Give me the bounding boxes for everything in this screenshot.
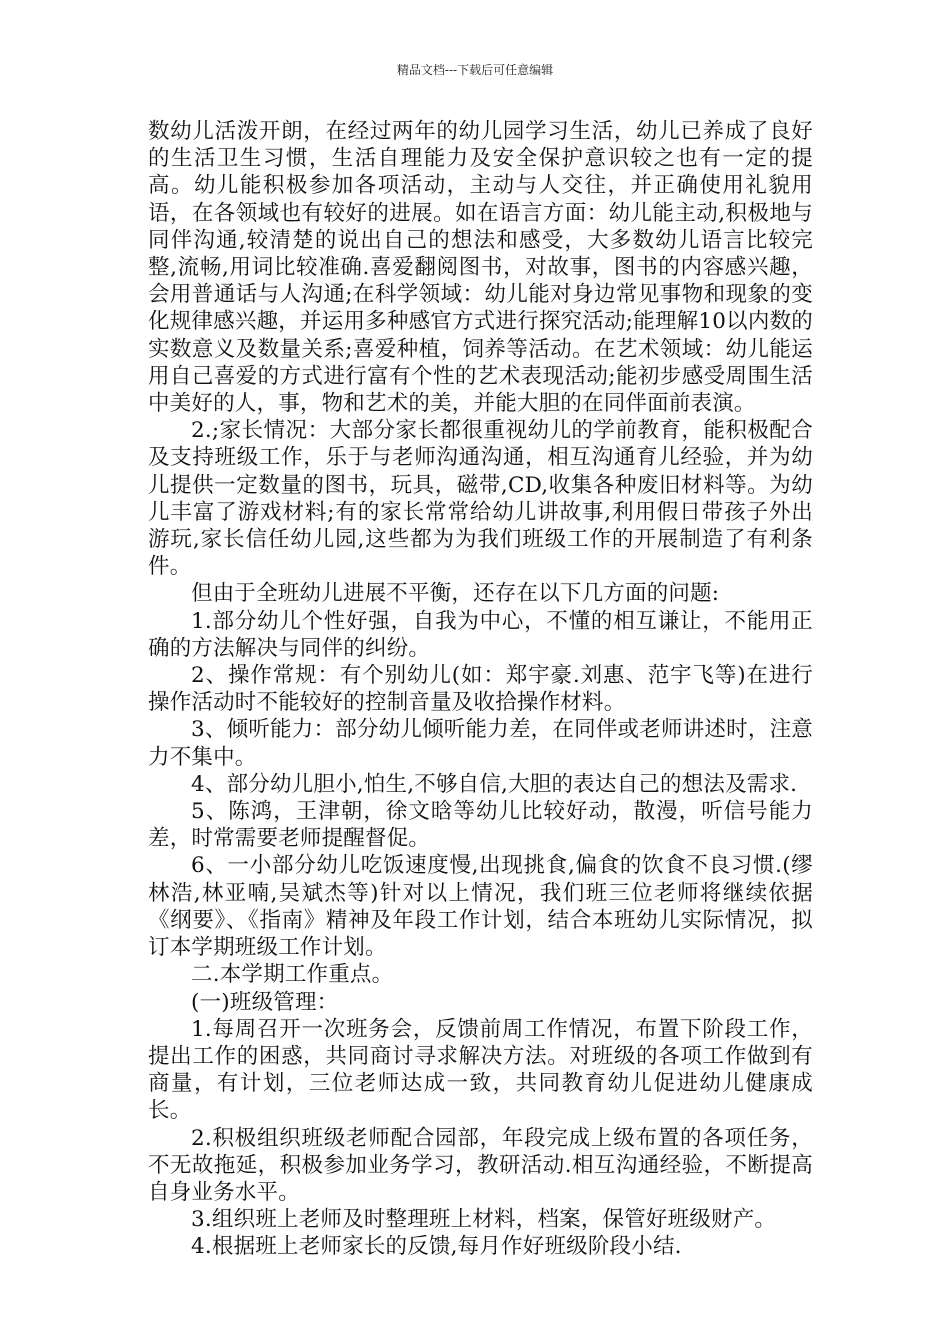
section-heading-work-focus: 二.本学期工作重点。 [191, 962, 394, 988]
paragraph-management-3: 3.组织班上老师及时整理班上材料，档案，保管好班级财产。 [191, 1207, 777, 1233]
paragraph-problem-2: 2、操作常规：有个别幼儿(如：郑宇豪.刘惠、范宇飞等)在进行操作活动时不能较好的控制音量及收拾操作材料。 [148, 663, 813, 716]
paragraph-management-4: 4.根据班上老师家长的反馈,每月作好班级阶段小结. [191, 1234, 682, 1260]
page-header: 精品文档---下载后可任意编辑 [396, 63, 554, 77]
paragraph-management-2: 2.积极组织班级老师配合园部，年段完成上级布置的各项任务，不无故拖延，积极参加业务学习，教研活动.相互沟通经验，不断提高自身业务水平。 [148, 1125, 813, 1205]
paragraph-management-1: 1.每周召开一次班务会，反馈前周工作情况，布置下阶段工作，提出工作的困惑，共同商讨寻求解决方法。对班级的各项工作做到有商量，有计划，三位老师达成一致，共同教育幼儿促进幼儿健康成长。 [148, 1016, 813, 1124]
paragraph-problems-intro: 但由于全班幼儿进展不平衡，还存在以下几方面的问题: [191, 581, 720, 607]
paragraph-problem-3: 3、倾听能力：部分幼儿倾听能力差，在同伴或老师讲述时，注意力不集中。 [148, 717, 813, 770]
document-body [148, 118, 813, 1261]
paragraph-problem-6: 6、一小部分幼儿吃饭速度慢,出现挑食,偏食的饮食不良习惯.(缪林浩,林亚喃,吴斌杰等)针对以上情况，我们班三位老师将继续依据《纲要》、《指南》精神及年段工作计划，结合本班幼儿实际情况，拟订本学期班级工作计划。 [148, 853, 813, 961]
paragraph-problem-4: 4、部分幼儿胆小,怕生,不够自信,大胆的表达自己的想法及需求. [191, 771, 798, 797]
subsection-heading-class-management: (一)班级管理： [191, 989, 339, 1015]
paragraph-class-overview: 数幼儿活泼开朗，在经过两年的幼儿园学习生活，幼儿已养成了良好的生活卫生习惯，生活自理能力及安全保护意识较之也有一定的提高。幼儿能积极参加各项活动，主动与人交往，并正确使用礼貌用语，在各领域也有较好的进展。如在语言方面：幼儿能主动,积极地与同伴沟通,较清楚的说出自己的想法和感受，大多数幼儿语言比较完整,流畅,用词比较准确.喜爱翻阅图书，对故事，图书的内容感兴趣，会用普通话与人沟通;在科学领域：幼儿能对身边常见事物和现象的变化规律感兴趣，并运用多种感官方式进行探究活动;能理解10以内数的实数意义及数量关系;喜爱种植，饲养等活动。在艺术领域：幼儿能运用自己喜爱的方式进行富有个性的艺术表现活动;能初步感受周围生活中美好的人，事，物和艺术的美，并能大胆的在同伴面前表演。 [148, 119, 813, 417]
paragraph-parents-situation: 2.;家长情况：大部分家长都很重视幼儿的学前教育，能积极配合及支持班级工作，乐于与老师沟通沟通，相互沟通育儿经验，并为幼儿提供一定数量的图书，玩具，磁带,CD,收集各种废旧材料等。为幼儿丰富了游戏材料;有的家长常常给幼儿讲故事,利用假日带孩子外出游玩,家长信任幼儿园,这些都为为我们班级工作的开展制造了有利条件。 [148, 418, 813, 580]
paragraph-problem-5: 5、陈鸿，王津朝，徐文晗等幼儿比较好动，散漫，听信号能力差，时常需要老师提醒督促。 [148, 799, 813, 852]
paragraph-problem-1: 1.部分幼儿个性好强，自我为中心，不懂的相互谦让，不能用正确的方法解决与同伴的纠纷。 [148, 608, 813, 661]
